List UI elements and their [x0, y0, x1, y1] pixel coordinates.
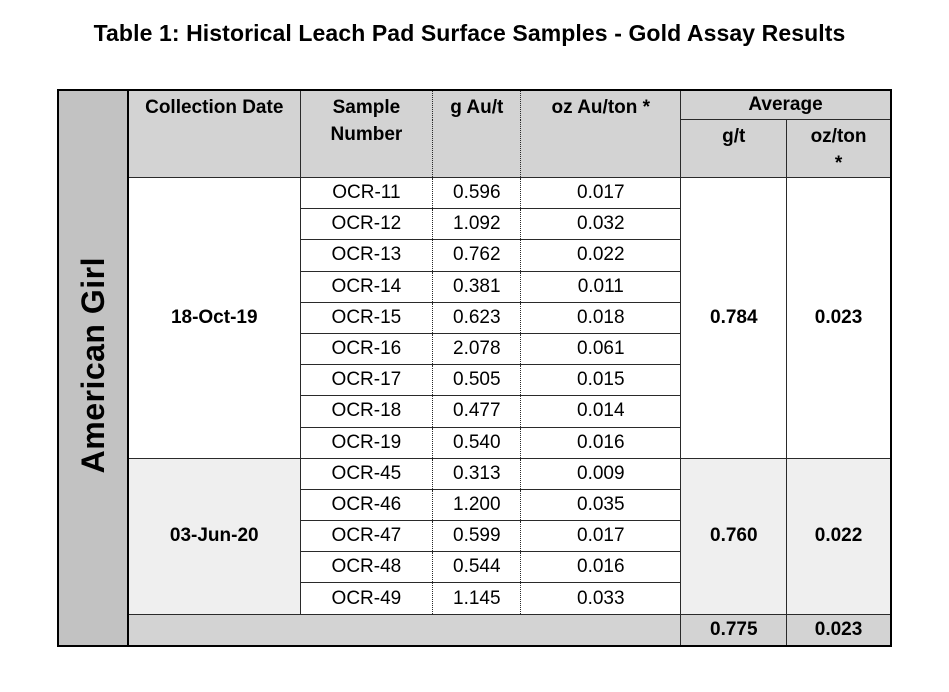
oz-au-ton-cell: 0.017 — [521, 178, 681, 209]
g-au-t-cell: 0.623 — [433, 302, 521, 333]
collection-date-cell: 18-Oct-19 — [128, 178, 300, 459]
oz-au-ton-cell: 0.033 — [521, 583, 681, 614]
oz-au-ton-cell: 0.015 — [521, 365, 681, 396]
sample-number-cell: OCR-12 — [300, 209, 433, 240]
oz-au-ton-cell: 0.009 — [521, 458, 681, 489]
group-average-oz-cell: 0.022 — [787, 458, 891, 614]
assay-table-wrapper — [57, 89, 892, 647]
g-au-t-cell: 0.544 — [433, 552, 521, 583]
overall-average-row — [58, 614, 891, 646]
sample-number-cell: OCR-16 — [300, 333, 433, 364]
header-oz-au-ton: oz Au/ton * — [521, 90, 681, 178]
sample-number-cell: OCR-13 — [300, 240, 433, 271]
group-average-gt-cell: 0.784 — [681, 178, 787, 459]
header-g-au-t: g Au/t — [433, 90, 521, 178]
g-au-t-cell: 0.762 — [433, 240, 521, 271]
group-average-gt-cell: 0.760 — [681, 458, 787, 614]
header-avg-gt: g/t — [681, 120, 787, 178]
overall-average-oz-cell: 0.023 — [787, 614, 891, 646]
table-row — [58, 458, 891, 489]
sample-number-cell: OCR-48 — [300, 552, 433, 583]
oz-au-ton-cell: 0.032 — [521, 209, 681, 240]
oz-au-ton-cell: 0.016 — [521, 427, 681, 458]
sample-number-cell: OCR-45 — [300, 458, 433, 489]
header-avg-oz: oz/ton * — [787, 120, 891, 178]
g-au-t-cell: 1.145 — [433, 583, 521, 614]
collection-date-cell: 03-Jun-20 — [128, 458, 300, 614]
assay-table — [57, 89, 892, 647]
g-au-t-cell: 0.596 — [433, 178, 521, 209]
table-title: Table 1: Historical Leach Pad Surface Samples - Gold Assay Results — [93, 20, 846, 46]
g-au-t-cell: 0.540 — [433, 427, 521, 458]
sample-number-cell: OCR-17 — [300, 365, 433, 396]
location-label-cell — [58, 90, 128, 646]
sample-number-cell: OCR-49 — [300, 583, 433, 614]
oz-au-ton-cell: 0.018 — [521, 302, 681, 333]
sample-number-cell: OCR-11 — [300, 178, 433, 209]
sample-number-cell: OCR-19 — [300, 427, 433, 458]
sample-number-cell: OCR-15 — [300, 302, 433, 333]
g-au-t-cell: 0.313 — [433, 458, 521, 489]
sample-number-cell: OCR-18 — [300, 396, 433, 427]
header-average: Average — [681, 90, 891, 120]
header-sample-number: Sample Number — [300, 90, 433, 178]
g-au-t-cell: 1.200 — [433, 489, 521, 520]
g-au-t-cell: 0.505 — [433, 365, 521, 396]
g-au-t-cell: 0.599 — [433, 521, 521, 552]
oz-au-ton-cell: 0.022 — [521, 240, 681, 271]
oz-au-ton-cell: 0.017 — [521, 521, 681, 552]
group-average-oz-cell: 0.023 — [787, 178, 891, 459]
overall-average-gt-cell: 0.775 — [681, 614, 787, 646]
g-au-t-cell: 0.381 — [433, 271, 521, 302]
table-row — [58, 178, 891, 209]
oz-au-ton-cell: 0.011 — [521, 271, 681, 302]
sample-number-cell: OCR-14 — [300, 271, 433, 302]
oz-au-ton-cell: 0.061 — [521, 333, 681, 364]
oz-au-ton-cell: 0.035 — [521, 489, 681, 520]
overall-average-spacer — [128, 614, 681, 646]
sample-number-cell: OCR-46 — [300, 489, 433, 520]
g-au-t-cell: 0.477 — [433, 396, 521, 427]
header-collection-date: Collection Date — [128, 90, 300, 178]
oz-au-ton-cell: 0.014 — [521, 396, 681, 427]
sample-number-cell: OCR-47 — [300, 521, 433, 552]
g-au-t-cell: 2.078 — [433, 333, 521, 364]
location-label: American Girl — [74, 256, 111, 474]
oz-au-ton-cell: 0.016 — [521, 552, 681, 583]
g-au-t-cell: 1.092 — [433, 209, 521, 240]
